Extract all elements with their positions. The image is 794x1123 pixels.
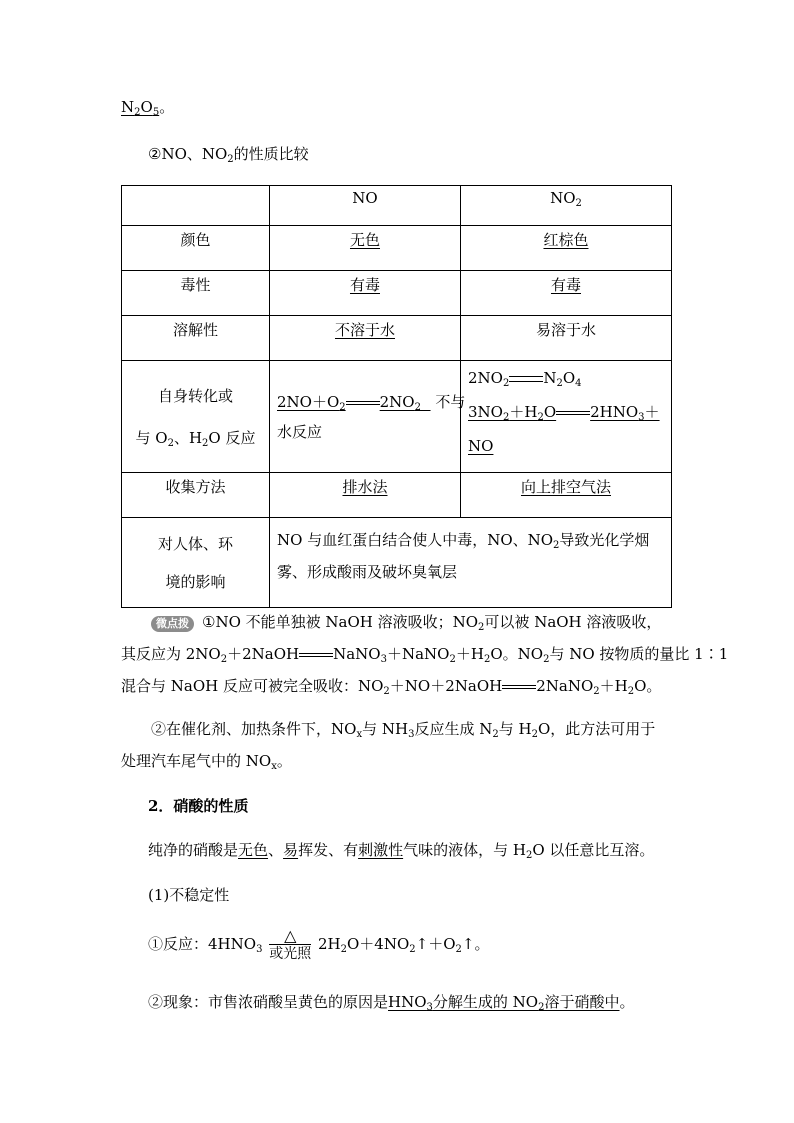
table-row-toxicity <box>122 271 672 316</box>
table-row-collection <box>122 473 672 518</box>
tip-badge: 微点拨 <box>151 616 194 632</box>
row-label: 收集方法 <box>122 473 270 518</box>
cell-no2-collection: 向上排空气法 <box>461 473 672 518</box>
row-label: 自身转化或 与 $O_2$、$H_2O$ 反应 <box>122 361 270 473</box>
cell-no-toxicity: 有毒 <box>270 271 461 316</box>
cell-no-reaction: $2NO+O_2$ $2NO_2$ 不与 水反应 <box>270 361 461 473</box>
table-header-row <box>122 186 672 226</box>
decomposition-reaction: ①反应：$4HNO_3$ $\frac{\triangle}{\text{或光照}}$ $2H_2O+4NO_2↑+O_2↑$。 <box>148 926 490 962</box>
cell-no2-solubility: 易溶于水 <box>461 316 672 361</box>
table-row-self-conversion <box>122 361 672 473</box>
phenomenon-line: ②现象：市售浓硝酸呈黄色的原因是$HNO_3$分解生成的 $NO_2$溶于硝酸中。 <box>148 993 635 1013</box>
cell-no-collection: 排水法 <box>270 473 461 518</box>
cell-no2-toxicity: 有毒 <box>461 271 672 316</box>
reaction-condition: $\frac{\triangle}{\text{或光照}}$ <box>269 926 312 962</box>
header-empty-cell <box>122 186 270 226</box>
comparison-table <box>121 185 672 608</box>
row-label: 颜色 <box>122 226 270 271</box>
table-row-solubility <box>122 316 672 361</box>
top-formula: $N_2O_5$。 <box>121 98 175 118</box>
table-row-color <box>122 226 672 271</box>
cell-impact: NO 与血红蛋白结合使人中毒，NO、$NO_2$导致光化学烟 雾、形成酸雨及破坏臭氧层 <box>270 518 672 608</box>
cell-no-color: 无色 <box>270 226 461 271</box>
header-no2: $NO_2$ <box>461 186 672 226</box>
cell-no2-color: 红棕色 <box>461 226 672 271</box>
tip-paragraph: 微点拨 ①NO 不能单独被 NaOH 溶液吸收；$NO_2$可以被 NaOH 溶液吸收， 其反应为 $2NO_2+2NaOH$ $NaNO_3+NaNO_2+H_2O$。$NO_2$与 NO 按物质的量比 1∶1 混合与 NaOH 反应可被完全吸收：$NO_2+NO+2NaOH$ $2NaNO_2+H_2O$。 <box>121 613 729 697</box>
header-no: NO <box>270 186 461 226</box>
nitric-heading: 2．硝酸的性质 <box>148 797 249 815</box>
row-label: 对人体、环 境的影响 <box>122 518 270 608</box>
row-label: 毒性 <box>122 271 270 316</box>
cell-no-solubility: 不溶于水 <box>270 316 461 361</box>
instability-heading: (1)不稳定性 <box>148 886 230 904</box>
table-row-impact <box>122 518 672 608</box>
catalyst-paragraph: ②在催化剂、加热条件下，$NO_x$与 $NH_3$反应生成 $N_2$与 $H_2O$，此方法可用于 处理汽车尾气中的 $NO_x$。 <box>121 720 656 772</box>
comparison-title: ②NO、$NO_2$的性质比较 <box>148 145 309 165</box>
nitric-intro: 纯净的硝酸是无色、易挥发、有刺激性气味的液体，与 $H_2O$ 以任意比互溶。 <box>148 841 655 861</box>
cell-no2-reaction: $2NO_2$ $N_2O_4$ $3NO_2+H_2O$ $2HNO_3+$ NO <box>461 361 672 473</box>
row-label: 溶解性 <box>122 316 270 361</box>
